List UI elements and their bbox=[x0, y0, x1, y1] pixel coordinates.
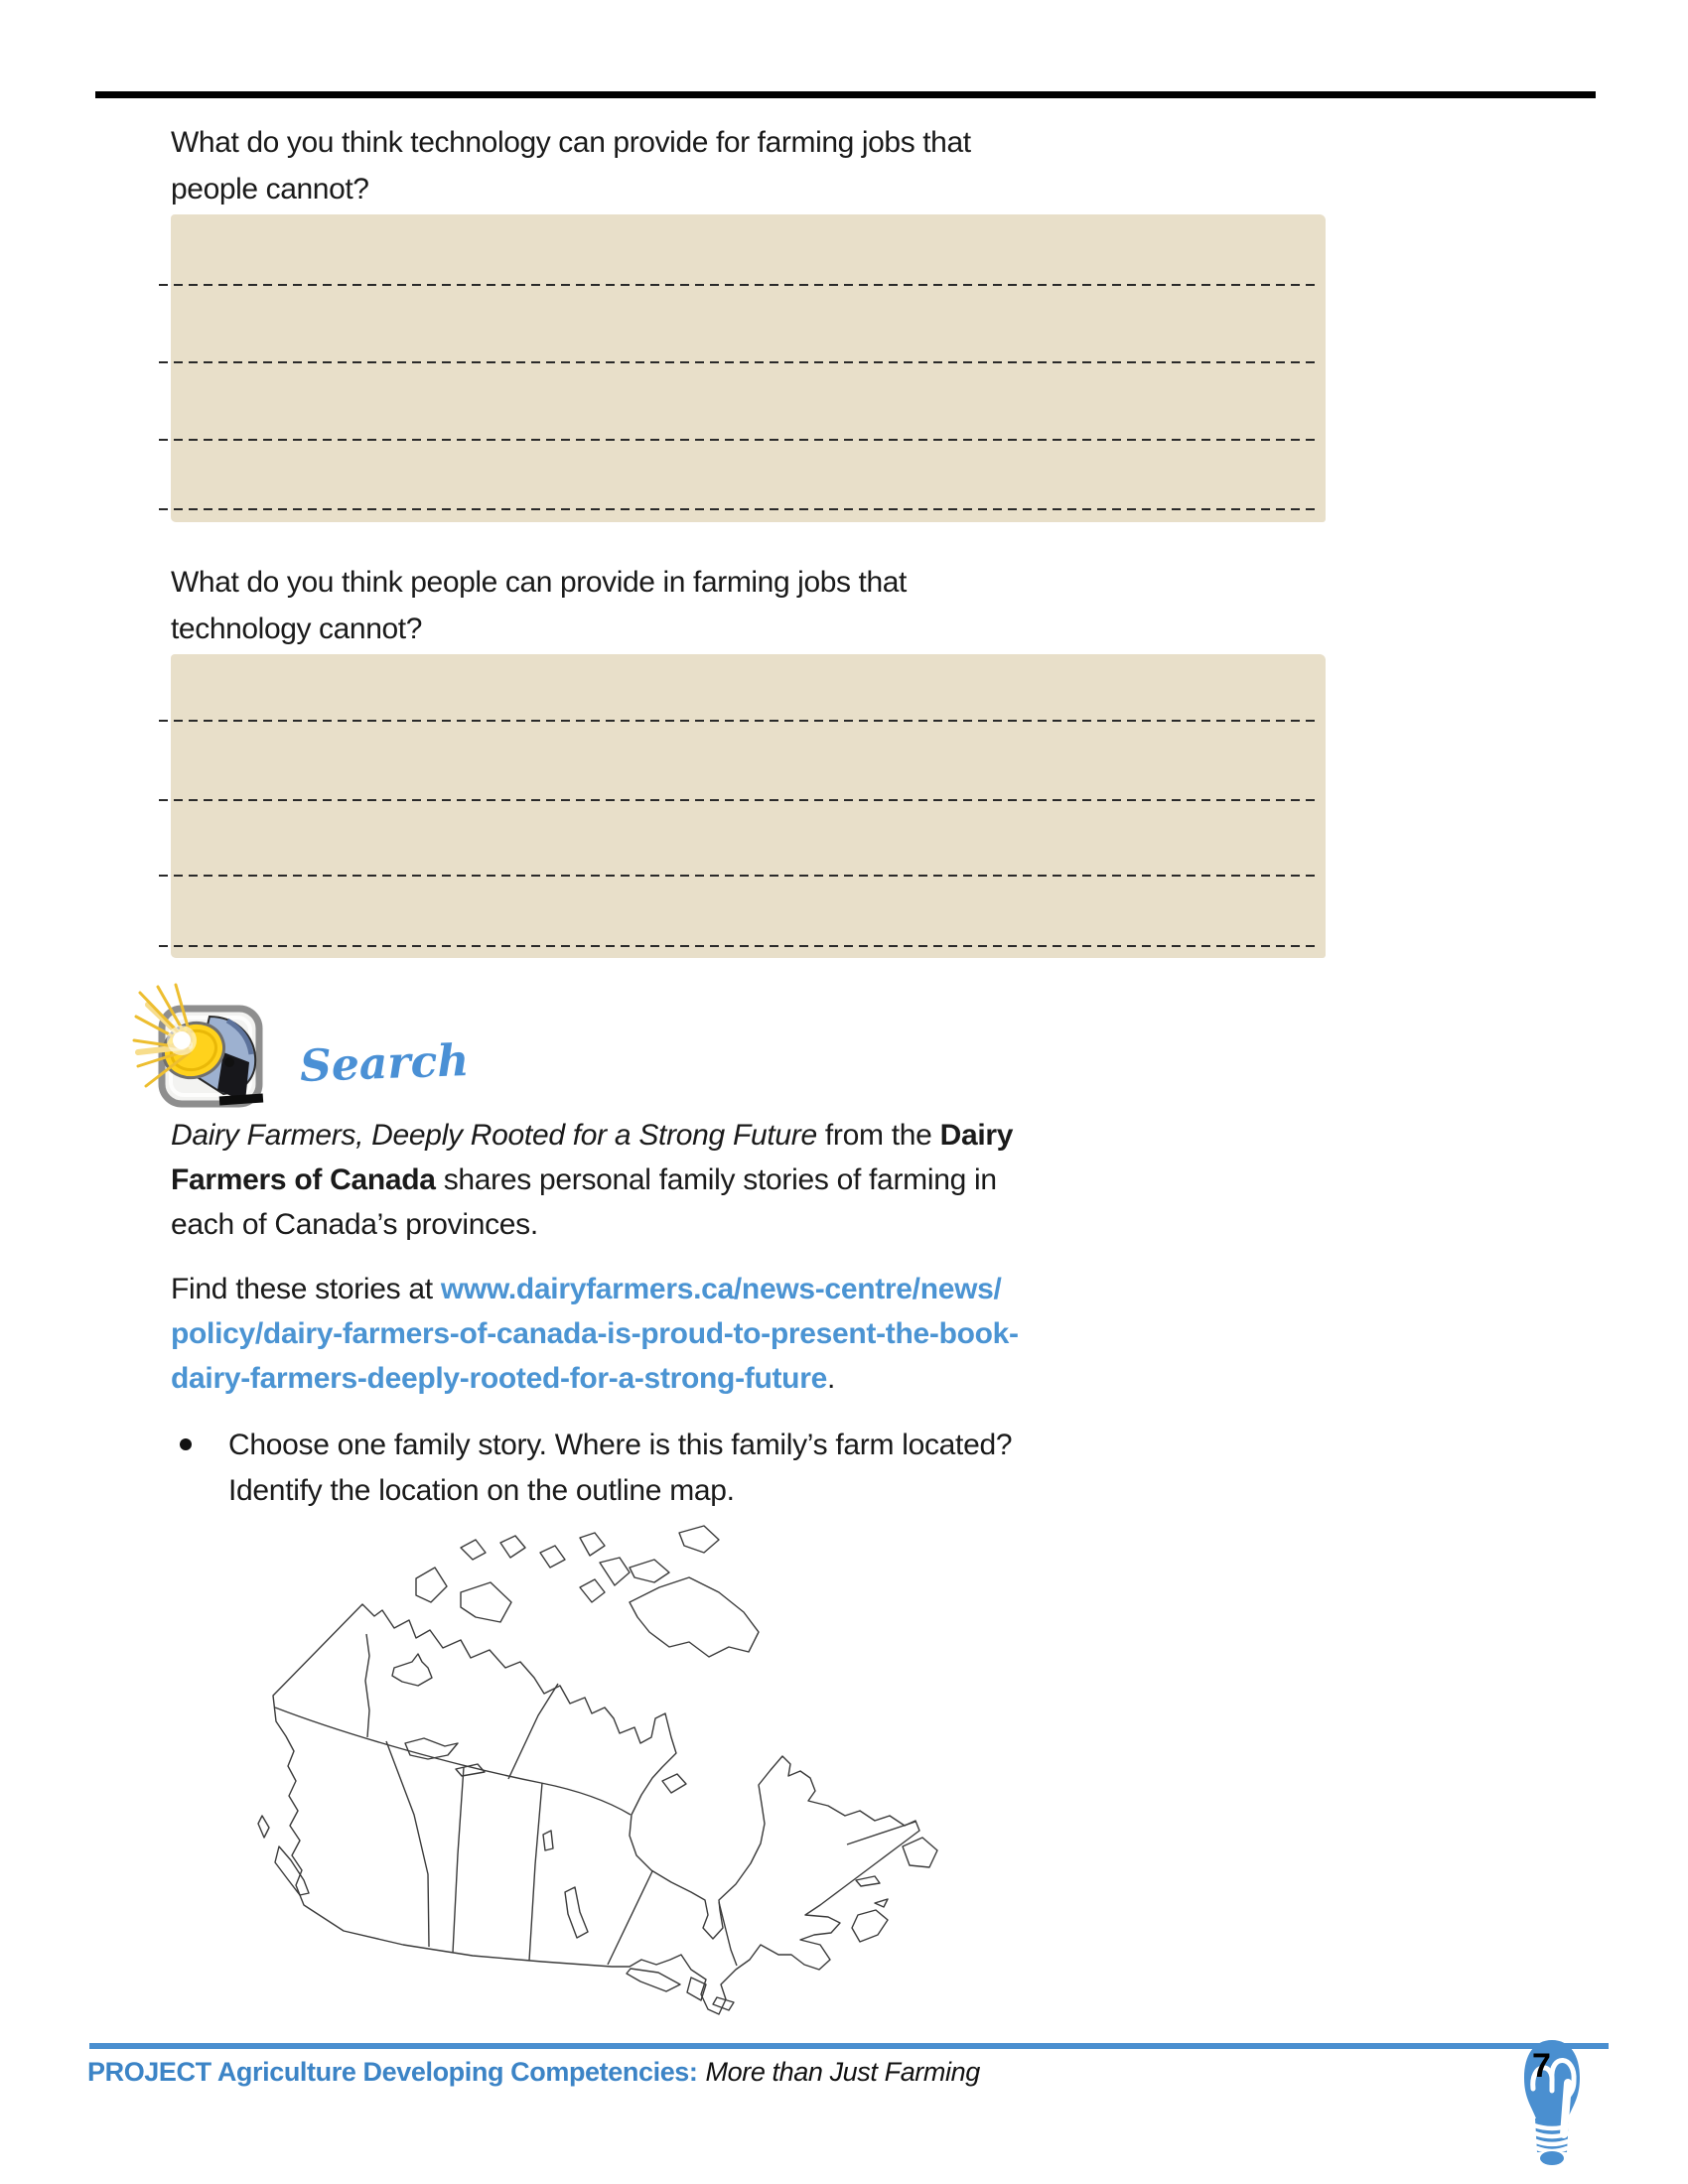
map-lake-superior bbox=[627, 1969, 680, 1991]
find-suffix: . bbox=[826, 1362, 836, 1395]
map-pei bbox=[875, 1899, 888, 1907]
map-border-yukon bbox=[365, 1634, 369, 1737]
footer-text bbox=[87, 2057, 980, 2088]
spotlight-search-icon bbox=[132, 983, 283, 1112]
map-border-60n bbox=[275, 1707, 631, 1815]
question-line: people cannot? bbox=[171, 173, 369, 205]
link-line[interactable]: policy/dairy-farmers-of-canada-is-proud-to-present-the-book- bbox=[171, 1317, 1019, 1350]
map-mainland bbox=[273, 1604, 919, 2014]
answer-writing-line bbox=[159, 508, 1318, 510]
map-ellesmere-island bbox=[679, 1526, 719, 1553]
intro-text: shares personal family stories of farming in bbox=[435, 1163, 997, 1196]
map-arctic-island bbox=[580, 1579, 605, 1602]
map-banks-island bbox=[416, 1568, 447, 1602]
book-title: Dairy Farmers, Deeply Rooted for a Strong Future bbox=[171, 1119, 817, 1152]
map-anticosti-island bbox=[856, 1876, 880, 1886]
bullet-item bbox=[180, 1423, 1012, 1514]
answer-writing-line bbox=[159, 361, 1318, 363]
map-newfoundland bbox=[903, 1838, 937, 1867]
map-lake-great-bear bbox=[392, 1654, 432, 1686]
map-southampton-island bbox=[662, 1774, 686, 1793]
search-heading: Search bbox=[299, 1035, 471, 1092]
map-lake-reindeer bbox=[543, 1831, 553, 1850]
answer-writing-line bbox=[159, 720, 1318, 722]
top-rule bbox=[95, 91, 1596, 98]
intro-text: each of Canada’s provinces. bbox=[171, 1208, 538, 1241]
link-line[interactable]: www.dairyfarmers.ca/news-centre/news/ bbox=[440, 1273, 1002, 1305]
lightbulb-icon bbox=[1520, 2037, 1584, 2178]
page-number: 7 bbox=[1532, 2047, 1551, 2085]
answer-box-technology[interactable] bbox=[171, 214, 1326, 522]
map-border-sk-mb bbox=[529, 1783, 542, 1961]
bullet-marker bbox=[180, 1438, 192, 1450]
map-arctic-island bbox=[600, 1558, 630, 1585]
intro-text: from the bbox=[816, 1119, 940, 1152]
footer-series-label: PROJECT Agriculture Developing Competencies: bbox=[87, 2057, 698, 2087]
question-people bbox=[171, 559, 907, 652]
answer-writing-line bbox=[159, 799, 1318, 801]
answer-box-people[interactable] bbox=[171, 654, 1326, 958]
question-technology bbox=[171, 119, 971, 212]
answer-writing-line bbox=[159, 875, 1318, 877]
map-border-on-qc bbox=[719, 1902, 737, 1966]
org-name: Farmers of Canada bbox=[171, 1163, 436, 1196]
map-arctic-island bbox=[500, 1536, 525, 1558]
map-border-ab-sk bbox=[453, 1767, 464, 1953]
map-devon-island bbox=[630, 1560, 669, 1582]
map-vancouver-island bbox=[275, 1846, 309, 1895]
answer-writing-line bbox=[159, 945, 1318, 947]
answer-writing-line bbox=[159, 284, 1318, 286]
question-line: technology cannot? bbox=[171, 613, 423, 645]
map-lake-great-slave bbox=[405, 1738, 458, 1759]
map-haida-gwaii bbox=[258, 1816, 269, 1838]
question-line: What do you think technology can provide for farming jobs that bbox=[171, 126, 971, 159]
map-nova-scotia bbox=[852, 1910, 888, 1942]
map-arctic-island bbox=[580, 1533, 605, 1556]
find-stories-paragraph bbox=[171, 1267, 1164, 1401]
map-border-mb-on bbox=[608, 1871, 652, 1965]
map-baffin-island bbox=[630, 1577, 759, 1657]
answer-writing-line bbox=[159, 439, 1318, 441]
map-victoria-island bbox=[461, 1582, 511, 1622]
link-line[interactable]: dairy-farmers-deeply-rooted-for-a-strong-future bbox=[171, 1362, 827, 1395]
map-arctic-island bbox=[540, 1546, 565, 1568]
map-border-bc-ab bbox=[386, 1741, 429, 1947]
find-prefix: Find these stories at bbox=[171, 1273, 441, 1305]
question-line: What do you think people can provide in farming jobs that bbox=[171, 566, 907, 599]
map-arctic-island bbox=[461, 1540, 486, 1560]
intro-paragraph bbox=[171, 1113, 1164, 1247]
org-name: Dairy bbox=[939, 1119, 1014, 1152]
map-border-nwt-nunavut bbox=[508, 1684, 558, 1779]
map-lake-winnipeg bbox=[565, 1887, 588, 1938]
canada-outline-map[interactable] bbox=[164, 1517, 948, 2018]
bullet-text: Choose one family story. Where is this family’s farm located? Identify the location on the outline map. bbox=[228, 1429, 1013, 1507]
footer-rule bbox=[89, 2043, 1609, 2049]
footer-series-subtitle: More than Just Farming bbox=[705, 2057, 980, 2087]
